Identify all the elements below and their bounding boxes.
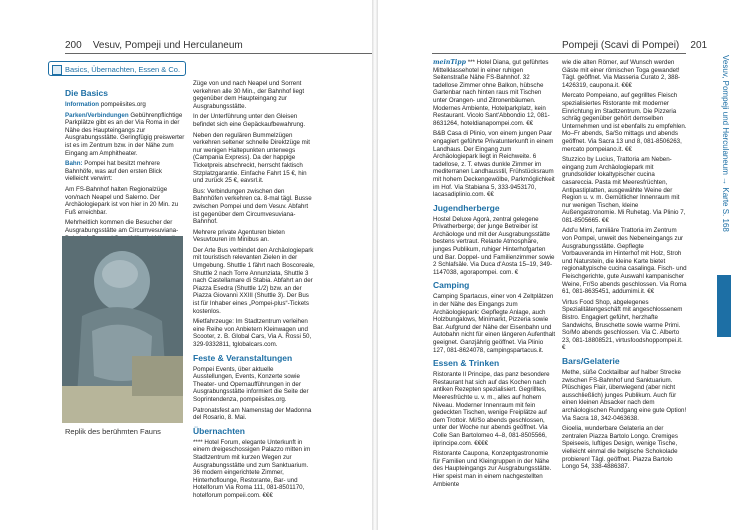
left-running-header (65, 40, 243, 51)
patron-paragraph: Patronatsfest am Namenstag der Madonna del Rosario, 8. Mai. (193, 406, 312, 422)
feste-heading: Feste & Veranstaltungen (193, 352, 293, 363)
section-tab-label: Basics, Übernachten, Essen & Co. (65, 65, 181, 74)
bars-heading: Bars/Gelaterie (562, 355, 620, 366)
page-number-right: 201 (690, 40, 708, 51)
stuzzico-paragraph: Stuzzico by Lucius, Trattoria am Neben-eingang zum Archäologiepark mit grundsolider lokaltypischer cucina casareccia. Pasta mit Meeresfrüchten, Antipastiplatten, ausgewählte Weine der Region u. v. m. Gemütlicher Innenraum mit nur wenigen Tischen, kleine Außengastronomie. Mi Ruhetag. Via Plinio 7, 081-8505665. €€ (562, 156, 686, 224)
arte-bus-paragraph: Der Arte Bus verbindet den Archäologiepark mit touristisch relevanten Zielen in der Umgebung. Shuttle 1 fährt nach Boscoreale, Shuttle 2 nach Torre Annunziata, Shuttle 3 nach Castellamare di Stabia. Abfahrt an der Piazza Esedra (Shuttle 1/2) bzw. an der Piazza Giovanni XXIII (Shuttle 3). Der Bus ist für Inhaber eines „Pompei-plus“-Tickets kostenlos. (193, 246, 315, 315)
hotel-diana-text: *** Hotel Diana, gut geführtes Mittelklassehotel in einer ruhigen Seitenstraße Nähe FS-Bahnhof. 32 tadellose Zimmer ohne Balkon, hübsche Gartenbar nach hinten raus mit Tischen unter Orangen- und Zitronenbäumen. Modernes Ambiente, Hotelparkplatz, kein Restaurant. Vicolo Sant'Abbondio 12, 081-8631264, hoteldianapompei.com. €€ (433, 59, 550, 127)
hotel-diana-paragraph (433, 59, 556, 127)
bahn-paragraph (65, 160, 185, 183)
right-column-1 (433, 59, 556, 491)
parking-label: Parken/Verbindungen (65, 111, 129, 119)
luggage-paragraph: In der Unterführung unter den Gleisen befindet sich eine Gepäckaufbewahrung. (193, 113, 306, 128)
info-text: pompeiisites.org (99, 101, 146, 108)
camping-heading: Camping (433, 280, 470, 291)
bus-paragraph: Bus: Verbindungen zwischen den Bahnhöfen verkehren ca. 8-mal tägl. Busse zwischen Pompei und dem Vesuv. Abfahrt ist gegenüber dem Circumvesuviana-Bahnhof. (193, 187, 312, 226)
jugendherberge-heading: Jugendherberge (433, 202, 500, 213)
basics-heading: Die Basics (65, 88, 108, 98)
section-tab-marker (52, 65, 62, 75)
fs-paragraph: Am FS-Bahnhof halten Regionalzüge von/nach Neapel und Salerno. Der Archäologiepark ist von hier in 20 Min. zu Fuß erreichbar. (65, 185, 179, 216)
faun-statue-photo (62, 236, 183, 423)
gioelia-paragraph: Gioelia, wunderbare Gelateria an der zentralen Piazza Bartolo Longo. Cremiges Speiseeis, luftiges Design, wenige Tische, vielleicht einmal die belgische Schokolade probieren! Tägl. geöffnet. Piazza Bartolo Longo 54, 338-4886387. (562, 425, 678, 471)
hotel-forum-paragraph: **** Hotel Forum, elegante Unterkunft in einem dreigeschossigen Palazzo mitten im Stadtzentrum mit kurzen Wegen zur Ausgrabungsstätte und zum Sanktuarium. 36 modern eingerichtete Zimmer, Hinterhoflounge, Restorante, Bar- und Hotelforum Via Roma 111, 081-8501170, hotelforum pompeii.com. €€€ (193, 438, 311, 499)
running-title-left: Vesuv, Pompeji und Herculaneum (92, 40, 243, 51)
side-tab-text: Vesuv, Pompeji und Herculaneum → Karte S. 168 (721, 55, 730, 232)
mein-tipp-logo: meinTipp (433, 59, 466, 66)
info-label: Information (65, 101, 100, 108)
principe-paragraph: Ristorante Il Principe, das panz besondere Restaurant hat sich auf das Kochen nach antiken Rezepten spezialisiert. Gegrilltes, Meeresfrüchte u. v. m., alles auf hohem Niveau. Moderner Innenraum mit fein gedeckten Tischen, wenige Freiplätze auf dem Trottoir. Mi/So abends geschlossen, unter der Woche nur abends geöffnet. Via Colle San Bartolomeo 4–8, 081-8505566, ilprincipe.com. €€€€ (433, 371, 550, 447)
section-tab (48, 61, 186, 76)
side-thumb-tab (717, 55, 730, 355)
right-column-2 (562, 59, 687, 474)
camping-paragraph: Camping Spartacus, einer von 4 Zeltplätzen in der Nähe des Eingangs zum Archäologiepark: Gepflegte Anlage, auch Holzbungalows, Minimarkt, Pizzeria sowie Bar. Aufgrund der Nähe der Eisenbahn und Autobahn nicht für einen längeren Aufenthalt geeignet. Ganzjährig geöffnet. Via Plinio 127, 081-8624078, campingspartacus.it. (433, 293, 556, 354)
parking-paragraph (65, 112, 185, 158)
photo-caption: Replik des berühmten Fauns (65, 427, 161, 436)
rental-paragraph: Mietfahrzeuge: Im Stadtzentrum verleihen eine Reihe von Anbietern Kleinwagen und Scooter, z. B. Global Cars, Via A. Rossi 50, 329-9332811, tglobalcars.com. (193, 318, 312, 348)
express-paragraph: Neben den regulären Bummelzügen verkehren seltener schnelle Direktzüge mit nur wenigen Haltepunkten unterwegs (Campania Express). Da der happige Ticketpreis abschreckt, herrscht faktisch Stzplatzgarantie. Einfache Fahrt 15 €, hin und zurück 25 €, eavsrl.it. (193, 131, 310, 185)
book-gutter (372, 0, 378, 530)
page-number-left: 200 (65, 40, 82, 51)
mercato-paragraph: Mercato Pompeiano, auf gegrilltes Fleisch spezialisiertes Ristorante mit moderner Einrichtung im Stadtzentrum. Die Pizzeria schräg gegenüber gehört demselben Unternehmen und ist ebenfalls zu empfehlen. Mo–Fr abends, Sa/So mittags und abends geöffnet. Via Sacra 13 und 8, 081-8506263, mercato pompeiano.it. €€ (562, 92, 687, 153)
parking-text: Gebührenpflichtige Parkplätze gibt es an der Via Roma in der Nähe des Haupteingangs zur Ausgrabungsstätte. Geringfügig preiswerter ist es im Zentrum bzw. in der Nähe zum Eingang am Amphitheater. (65, 111, 185, 157)
caupona-paragraph: Ristorante Caupona, Konzeptgastronomie für Familien und Kleingruppen in der Nähe des Haupteingangs zur Ausgrabungsstätte. Hier speist man in einem nachgestellten Ambiente (433, 450, 552, 488)
left-column-2 (193, 80, 315, 503)
caupona-continued-paragraph: wie die alten Römer, auf Wunsch werden Gäste mit einer römischen Toga gewandet! Tägl. geöffnet. Via Masseria Curato 2, 388-1426319, caupona.it. €€€ (562, 59, 681, 89)
left-column-1 (65, 84, 185, 253)
circum-paragraph: Mehrheitlich kommen die Besucher der Ausgrabungsstätte am Circumvesuviana- (65, 219, 179, 234)
addu-mimi-paragraph: Add'u Mimi, familiäre Trattoria im Zentrum von Pompei, unweit des Nebeneingangs zur Ausgrabungsstätte. Gepflegte Vorbauveranda im Hinterhof mit Holz, Stroh und Naturstein, die kleine Karte bietet regionaltypische cucina casalinga. Fisch- und Fleischgerichte, gute Auswahl kampanischer Weine, Fr/So abends geschlossen. Via Roma 61, 081-8635451, addumimi.it. €€ (562, 227, 687, 296)
right-running-header (562, 40, 707, 51)
vesuv-tours-paragraph: Mehrere private Agenturen bieten Vesuvtouren im Minibus an. (193, 228, 285, 244)
events-paragraph: Pompei Events, über aktuelle Ausstellungen, Events, Konzerte sowie Theater- und Opernaufführungen in der Ausgrabungsstätte informiert die Seite der Soprintendenza, pompeiisites.org. (193, 365, 309, 403)
methe-paragraph: Methe, süße Cocktailbar auf halber Strecke zwischen FS-Bahnhof und Sanktuarium. Plüschiges Flair, überwiegend (aber nicht ausschließlich) junges Publikum. Auch für einen kleinen Absacker nach dem archäologischen Rundgang eine gute Option! Via Sacra 18, 342-0463638. (562, 368, 687, 422)
faun-statue-illustration (62, 236, 183, 423)
virtus-paragraph: Virtus Food Shop, abgelegenes Spezialitätengeschäft mit angeschlossenem Bistro. Engagiert geführt, herzhafte Sandwichs, Bruschette sowie warme Primi. So/Mo abends geschlossen. Via C. Alberto 23, 081-18808521, virtusfoodshoppompei.it. € (562, 298, 683, 352)
running-title-right: Pompeji (Scavi di Pompei) (562, 40, 680, 51)
essen-heading: Essen & Trinken (433, 358, 500, 369)
train-frequency-paragraph: Züge von und nach Neapel und Sorrent verkehren alle 30 Min., der Bahnhof liegt gegenüber dem Haupteingang zur Ausgrabungsstätte. (193, 80, 305, 110)
header-rule-right (432, 53, 686, 54)
bahn-text: Pompei hat besitzt mehrere Bahnhöfe, was auf den ersten Blick vielleicht verwirrt: (65, 160, 162, 183)
header-rule-left (65, 53, 373, 54)
casa-plinio-paragraph: B&B Casa di Plinio, von einem jungen Paar engagiert geführte Privatunterkunft in einem Landhaus. Der Eingang zum Archäologiepark liegt in Reichweite. 6 tadellose, z. T. etwas dunkle Zimmer im mediterranen Landhausstil, Frühstücksraum mit hohem Deckengewölbe, Parkmöglichkeit im Hof. Via Stabiana 5, 333-9453170, lacasadiplinio.com. €€ (433, 130, 555, 199)
side-tab-marker (717, 275, 731, 337)
info-paragraph (65, 101, 185, 109)
hostel-paragraph: Hostel Deluxe Agorà, zentral gelegene Privatherberge; der junge Betreiber ist Archäologe und mit der Ausgrabungsstätte bestens vertraut. Relaxte Atmosphäre, junges Publikum, ruhiger Hinterhofgarten und Bar. Doppel- und Familienzimmer sowie 2 Schlafsäle. Via Duca d'Aosta 15–19, 349-1147038, agorapompei. com. € (433, 215, 555, 276)
uebernachten-heading: Übernachten (193, 425, 245, 436)
bahn-label: Bahn: (65, 160, 83, 168)
